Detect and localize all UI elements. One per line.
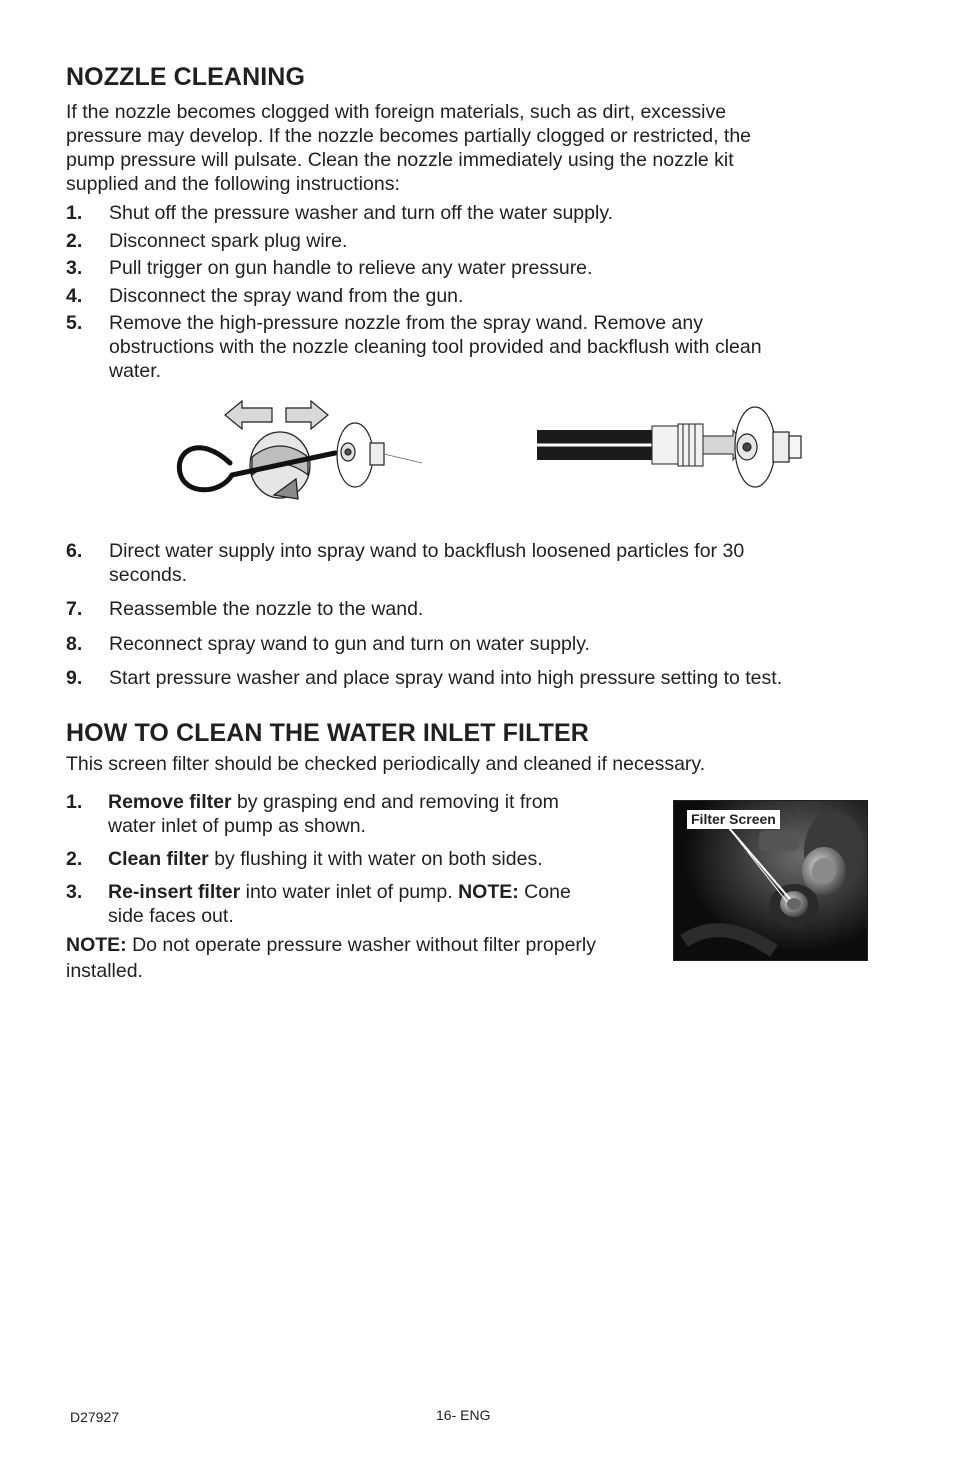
step-line: Remove the high-pressure nozzle from the spray wand. Remove any	[109, 312, 703, 334]
step-text: Disconnect the spray wand from the gun.	[109, 285, 464, 307]
filter-intro: This screen filter should be checked periodically and cleaned if necessary.	[66, 753, 706, 775]
step-number: 1.	[66, 202, 83, 224]
filter-screen-label: Filter Screen	[687, 810, 780, 829]
step-line: Direct water supply into spray wand to backflush loosened particles for 30	[109, 540, 745, 562]
step-line: seconds.	[109, 564, 188, 586]
water-inlet-filter-heading: HOW TO CLEAN THE WATER INLET FILTER	[66, 719, 589, 747]
step-text: Pull trigger on gun handle to relieve any water pressure.	[109, 257, 593, 279]
step-rest: by flushing it with water on both sides.	[208, 848, 543, 870]
note-line: installed.	[66, 960, 143, 982]
intro-line: supplied and the following instructions:	[66, 173, 400, 195]
step-number: 4.	[66, 285, 83, 307]
step-number: 3.	[66, 257, 83, 279]
nozzle-head-icon	[337, 423, 384, 487]
step-bold: Re-insert filter	[108, 881, 241, 903]
step-bold: Clean filter	[108, 848, 209, 870]
step-text: Start pressure washer and place spray wand into high pressure setting to test.	[109, 667, 783, 689]
wand-nozzle-illustration	[535, 402, 807, 494]
step-rest: into water inlet of pump.	[240, 881, 459, 903]
note-text: Do not operate pressure washer without filter properly	[126, 934, 596, 956]
step-text	[108, 847, 543, 871]
model-number: D27927	[70, 1409, 120, 1425]
step-text	[108, 790, 559, 838]
nozzle-intro-paragraph	[66, 100, 751, 196]
step-text	[108, 880, 571, 928]
wand-fitting	[652, 424, 703, 466]
step-line: water.	[109, 360, 162, 382]
step-number: 6.	[66, 540, 83, 562]
intro-line: If the nozzle becomes clogged with foreign materials, such as dirt, excessive	[66, 101, 727, 123]
step-text	[109, 311, 762, 383]
step-number: 5.	[66, 312, 83, 334]
step-bold: Remove filter	[108, 791, 232, 813]
step-text: Reconnect spray wand to gun and turn on water supply.	[109, 633, 590, 655]
nozzle-head-icon	[735, 407, 801, 487]
nozzle-cleaning-tool-illustration	[170, 395, 430, 505]
intro-line: pump pressure will pulsate. Clean the nozzle immediately using the nozzle kit	[66, 149, 734, 171]
step-rest: by grasping end and removing it from	[231, 791, 559, 813]
step-number: 8.	[66, 633, 83, 655]
step-number: 1.	[66, 791, 83, 813]
step-text: Disconnect spark plug wire.	[109, 230, 348, 252]
step-line: side faces out.	[108, 905, 234, 927]
step-number: 7.	[66, 598, 83, 620]
step-number: 2.	[66, 230, 83, 252]
step-number: 9.	[66, 667, 83, 689]
note-rest: Cone	[518, 881, 571, 903]
note-label: NOTE:	[458, 881, 519, 903]
step-text: Shut off the pressure washer and turn off the water supply.	[109, 202, 614, 224]
step-text	[109, 539, 744, 587]
page-number: 16- ENG	[436, 1407, 491, 1423]
step-text: Reassemble the nozzle to the wand.	[109, 598, 424, 620]
filter-screen-photo	[673, 800, 868, 961]
step-number: 3.	[66, 881, 83, 903]
step-line: water inlet of pump as shown.	[108, 815, 366, 837]
intro-line: pressure may develop. If the nozzle becomes partially clogged or restricted, the	[66, 125, 752, 147]
step-line: obstructions with the nozzle cleaning tool provided and backflush with clean	[109, 336, 762, 358]
double-arrow-icon	[225, 401, 328, 429]
note-label: NOTE:	[66, 934, 127, 956]
filter-note	[66, 932, 676, 984]
nozzle-cleaning-heading: NOZZLE CLEANING	[66, 63, 305, 91]
step-number: 2.	[66, 848, 83, 870]
